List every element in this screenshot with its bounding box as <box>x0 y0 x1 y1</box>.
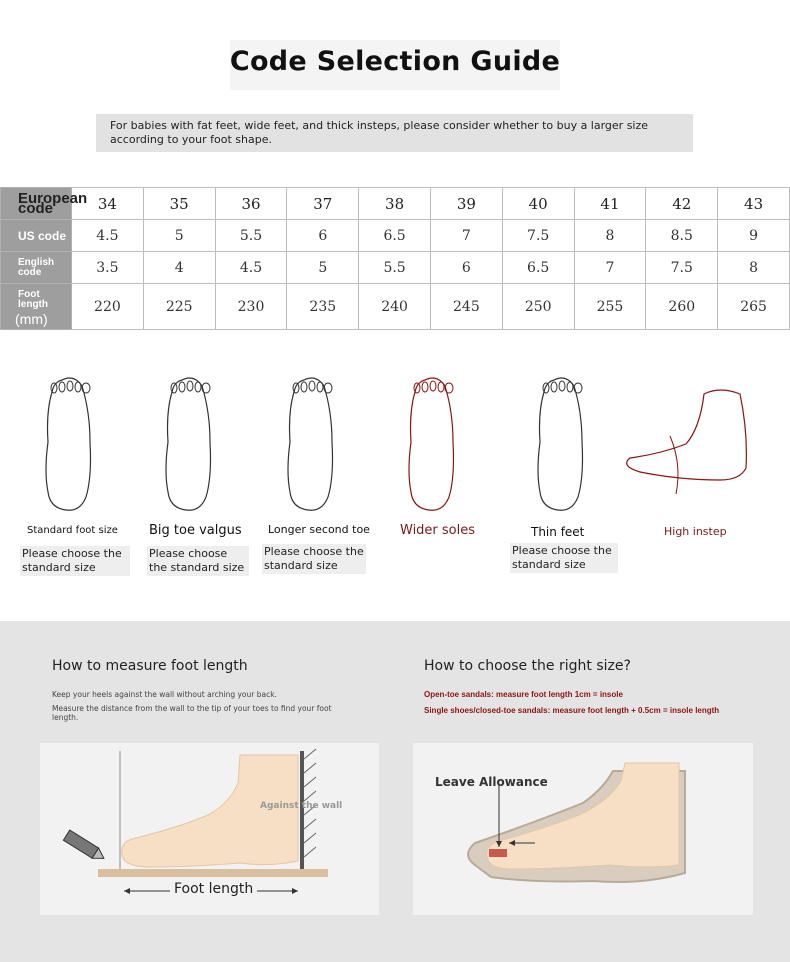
size-cell: 7 <box>574 252 646 284</box>
foot-type-label: High instep <box>664 525 727 538</box>
size-row <box>1 188 790 220</box>
foot-type-advice: Please choose the standard size <box>510 543 618 573</box>
foot-type-label: Wider soles <box>400 523 476 538</box>
choose-rule-2: Single shoes/closed-toe sandals: measure foot length + 0.5cm = insole length <box>424 706 720 715</box>
size-cell: 7.5 <box>646 252 718 284</box>
size-cell: 5 <box>143 220 215 252</box>
size-cell: 36 <box>215 188 287 220</box>
foot-illustration <box>403 372 463 517</box>
foot-type-advice: Please choose the standard size <box>147 546 249 576</box>
size-cell: 8 <box>718 252 790 284</box>
size-cell: 7.5 <box>502 220 574 252</box>
size-cell: 40 <box>502 188 574 220</box>
size-cell: 240 <box>359 284 431 330</box>
foot-illustration <box>282 372 342 517</box>
row-header <box>1 284 72 330</box>
size-cell: 4 <box>143 252 215 284</box>
measurement-section <box>0 621 790 962</box>
page-title: Code Selection Guide <box>229 46 561 77</box>
foot-type-label: Standard foot size <box>27 525 118 536</box>
size-cell: 255 <box>574 284 646 330</box>
size-cell: 4.5 <box>215 252 287 284</box>
foot-illustration <box>160 372 220 517</box>
row-header <box>1 252 72 284</box>
size-table <box>0 187 790 330</box>
size-cell: 6.5 <box>359 220 431 252</box>
foot-illustration <box>532 372 592 517</box>
foot-illustration <box>40 372 100 517</box>
foot-type-label: Big toe valgus <box>149 523 242 538</box>
measure-step-1: Keep your heels against the wall without arching your back. <box>52 690 277 699</box>
choose-rule-1: Open-toe sandals: measure foot length 1cm = insole <box>424 690 623 699</box>
row-header <box>1 220 72 252</box>
size-row <box>1 220 790 252</box>
size-cell: 43 <box>718 188 790 220</box>
foot-outline-icon <box>282 372 342 517</box>
size-cell: 6.5 <box>502 252 574 284</box>
foot-outline-icon <box>403 372 463 517</box>
foot-type-label: Thin feet <box>531 525 585 539</box>
row-header-label: US code <box>18 228 67 243</box>
foot-outline-icon <box>40 372 100 517</box>
size-note: For babies with fat feet, wide feet, and thick insteps, please consider whether to buy a larger size according to your foot shape. <box>96 114 693 152</box>
size-cell: 38 <box>359 188 431 220</box>
allowance-label: Leave Allowance <box>435 775 548 789</box>
size-cell: 225 <box>143 284 215 330</box>
size-cell: 3.5 <box>72 252 144 284</box>
foot-outline-icon <box>620 372 760 502</box>
size-cell: 245 <box>430 284 502 330</box>
size-cell: 37 <box>287 188 359 220</box>
measure-title: How to measure foot length <box>52 658 248 674</box>
size-cell: 6 <box>430 252 502 284</box>
size-cell: 35 <box>143 188 215 220</box>
size-cell: 260 <box>646 284 718 330</box>
size-cell: 41 <box>574 188 646 220</box>
measure-step-2: Measure the distance from the wall to the tip of your toes to find your foot length. <box>52 704 332 722</box>
shoe-foot-illustration <box>413 743 753 915</box>
row-header <box>1 188 88 220</box>
size-cell: 39 <box>430 188 502 220</box>
allowance-illustration <box>413 743 753 915</box>
row-header-unit: (mm) <box>15 310 48 327</box>
foot-outline-icon <box>532 372 592 517</box>
size-cell: 42 <box>646 188 718 220</box>
size-cell: 5 <box>287 252 359 284</box>
foot-outline-icon <box>160 372 220 517</box>
size-cell: 220 <box>72 284 144 330</box>
size-row <box>1 284 790 330</box>
size-cell: 5.5 <box>215 220 287 252</box>
choose-title: How to choose the right size? <box>424 658 631 674</box>
size-cell: 4.5 <box>72 220 144 252</box>
size-row <box>1 252 790 284</box>
size-cell: 235 <box>287 284 359 330</box>
foot-illustration <box>620 372 760 502</box>
size-cell: 8.5 <box>646 220 718 252</box>
foot-type-label: Longer second toe <box>268 523 370 536</box>
size-cell: 9 <box>718 220 790 252</box>
row-header-label: Foot length <box>18 288 48 310</box>
row-header-label: European code <box>18 189 88 217</box>
foot-type-advice: Please choose the standard size <box>262 544 366 574</box>
size-cell: 7 <box>430 220 502 252</box>
size-cell: 5.5 <box>359 252 431 284</box>
measure-illustration <box>40 743 379 915</box>
foot-length-label: Foot length <box>170 881 257 897</box>
size-cell: 6 <box>287 220 359 252</box>
wall-label: Against the wall <box>260 801 343 811</box>
size-cell: 230 <box>215 284 287 330</box>
size-cell: 250 <box>502 284 574 330</box>
foot-type-advice: Please choose the standard size <box>20 546 130 576</box>
size-cell: 265 <box>718 284 790 330</box>
size-cell: 8 <box>574 220 646 252</box>
size-cell: 34 <box>72 188 144 220</box>
row-header-label: English code <box>18 256 55 278</box>
